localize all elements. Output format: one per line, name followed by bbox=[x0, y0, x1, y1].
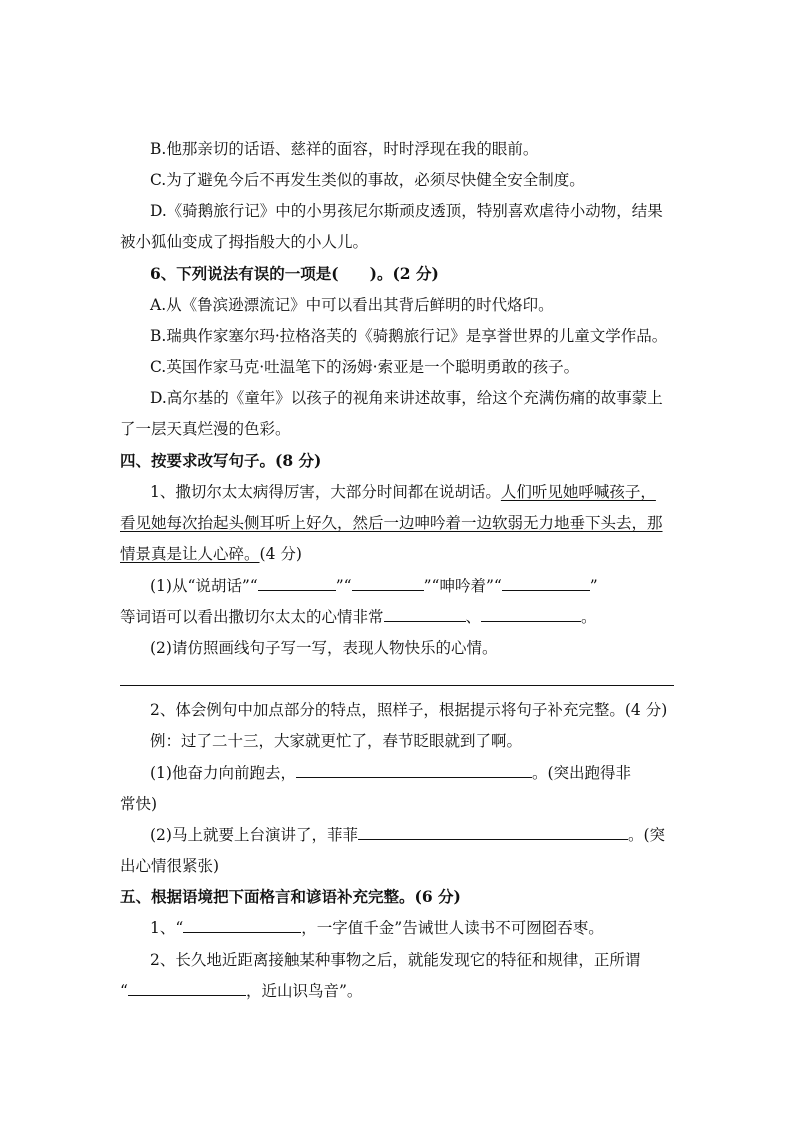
s4-example: 例：过了二十三，大家就更忙了，春节眨眼就到了啊。 bbox=[150, 732, 523, 750]
s4-underlined-sentence-end: 情景真是让人心碎。 bbox=[120, 545, 260, 563]
s5-q1 bbox=[150, 918, 604, 938]
blank-word-1[interactable] bbox=[258, 576, 336, 591]
q6-option-c: C.英国作家马克·吐温笔下的汤姆·索亚是一个聪明勇敢的孩子。 bbox=[150, 358, 580, 376]
s4-sub1-text-b: ”“ bbox=[335, 577, 352, 595]
q5-option-c: C.为了避免今后不再发生类似的事故，必须尽快健全安全制度。 bbox=[150, 171, 585, 189]
s4-underlined-sentence-cont: 看见她每次抬起头侧耳听上好久，然后一边呻吟着一边软弱无力地垂下头去，那 bbox=[120, 514, 663, 532]
q6-option-d-cont: 了一层天真烂漫的色彩。 bbox=[120, 420, 291, 438]
q6-option-b: B.瑞典作家塞尔玛·拉格洛芙的《骑鹅旅行记》是享誉世界的儿童文学作品。 bbox=[150, 327, 668, 345]
s5-q2-line2 bbox=[120, 981, 362, 1001]
s4-sub1 bbox=[150, 576, 598, 596]
s5-q2: 2、长久地近距离接触某种事物之后，就能发现它的特征和规律，正所谓 bbox=[150, 951, 641, 969]
s4-p2-1-text: (1)他奋力向前跑去， bbox=[150, 764, 296, 782]
s5-q1-text: ，一字值千金”告诫世人读书不可囫囵吞枣。 bbox=[301, 919, 604, 937]
s4-passage-score: (4 分) bbox=[259, 545, 302, 563]
s4-p2-2-hint: 。(突 bbox=[627, 826, 666, 844]
blank-proverb-1[interactable] bbox=[183, 918, 301, 933]
s4-p2-title: 2、体会例句中加点部分的特点，照样子，根据提示将句子补充完整。(4 分) bbox=[150, 701, 668, 719]
blank-nervous[interactable] bbox=[358, 825, 628, 840]
s5-q1-open: 1、“ bbox=[150, 919, 184, 937]
s4-sub1-line2-text: 等词语可以看出撒切尔太太的心情非常 bbox=[120, 608, 384, 626]
s4-p2-2 bbox=[150, 825, 665, 845]
s4-sub2: (2)请仿照画线句子写一写，表现人物快乐的心情。 bbox=[150, 639, 498, 657]
s5-q2-open: “ bbox=[120, 982, 128, 1000]
s4-p2-2-cont: 出心情很紧张) bbox=[120, 857, 220, 875]
s4-passage-line1 bbox=[150, 482, 656, 502]
s4-underlined-sentence: 人们听见她呼喊孩子， bbox=[500, 483, 656, 501]
q5-option-d-cont: 被小狐仙变成了拇指般大的小人儿。 bbox=[120, 233, 369, 251]
s4-sub1-line2-sep: 、 bbox=[465, 608, 482, 626]
s4-sub1-text-c: ”“呻吟着”“ bbox=[423, 577, 502, 595]
section5-title: 五、根据语境把下面格言和谚语补充完整。(6 分) bbox=[120, 887, 461, 906]
s4-passage-line3 bbox=[120, 544, 302, 564]
s4-sub1-text-a: (1)从“说胡话”“ bbox=[150, 577, 258, 595]
s4-p2-2-text: (2)马上就要上台演讲了，菲菲 bbox=[150, 826, 358, 844]
s4-sub1-line2 bbox=[120, 607, 597, 627]
answer-line[interactable] bbox=[120, 685, 674, 686]
blank-mood-2[interactable] bbox=[481, 607, 581, 622]
q5-option-b: B.他那亲切的话语、慈祥的面容，时时浮现在我的眼前。 bbox=[150, 140, 539, 158]
q5-option-d: D.《骑鹅旅行记》中的小男孩尼尔斯顽皮透顶，特别喜欢虐待小动物，结果 bbox=[150, 202, 663, 220]
q6-option-d: D.高尔基的《童年》以孩子的视角来讲述故事，给这个充满伤痛的故事蒙上 bbox=[150, 389, 663, 407]
s4-passage-text: 1、撒切尔太太病得厉害，大部分时间都在说胡话。 bbox=[150, 483, 501, 501]
s4-p2-1-hint: 。(突出跑得非 bbox=[531, 764, 632, 782]
s5-q2-text: ，近山识鸟音”。 bbox=[245, 982, 363, 1000]
blank-word-2[interactable] bbox=[352, 576, 424, 591]
q6-option-a: A.从《鲁滨逊漂流记》中可以看出其背后鲜明的时代烙印。 bbox=[150, 296, 554, 314]
blank-word-3[interactable] bbox=[502, 576, 590, 591]
blank-proverb-2[interactable] bbox=[128, 981, 246, 996]
s4-p2-1 bbox=[150, 763, 631, 783]
blank-mood-1[interactable] bbox=[384, 607, 466, 622]
blank-run-fast[interactable] bbox=[296, 763, 532, 778]
s4-sub1-text-d: ” bbox=[589, 577, 598, 595]
section4-title: 四、按要求改写句子。(8 分) bbox=[120, 451, 322, 470]
q6-title: 6、下列说法有误的一项是( )。(2 分) bbox=[150, 264, 439, 283]
s4-sub1-line2-end: 。 bbox=[581, 608, 597, 626]
s4-p2-1-cont: 常快) bbox=[120, 795, 158, 813]
